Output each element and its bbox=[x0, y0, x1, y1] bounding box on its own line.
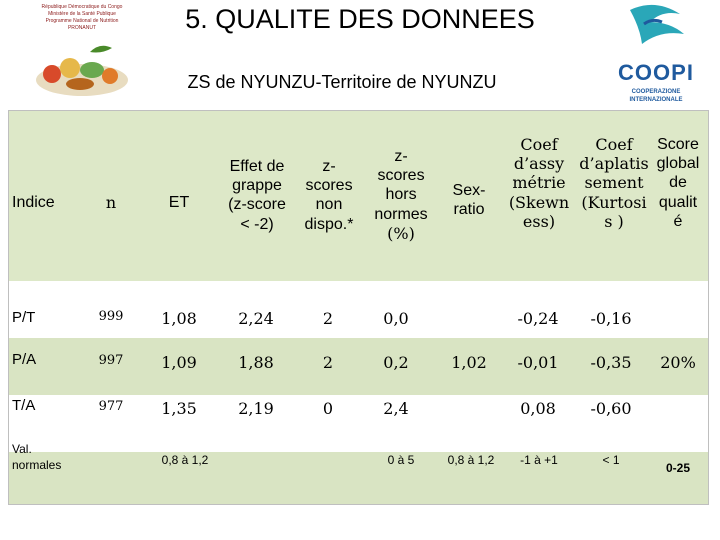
ministry-logo-text: République Démocratique du Congo Ministère de la Santé Publique Programme National de Nutrition PRONANUT bbox=[41, 4, 123, 31]
cell-score-global: 20% bbox=[660, 353, 696, 372]
header-indice: Indice bbox=[12, 194, 55, 211]
row-label: T/A bbox=[12, 397, 36, 414]
cell-n: 997 bbox=[98, 353, 124, 368]
cell-et: 1,35 bbox=[161, 399, 197, 418]
ministry-logo bbox=[16, 4, 148, 100]
cell-zdispo: 2 bbox=[322, 309, 334, 328]
cell-effet: 2,19 bbox=[238, 399, 274, 418]
header-sex-ratio: Sex- ratio bbox=[452, 182, 486, 219]
cell-zhors: 2,4 bbox=[383, 399, 409, 418]
cell-skew: -0,24 bbox=[517, 309, 559, 328]
cell-n: 977 bbox=[98, 399, 124, 414]
dove-icon bbox=[600, 0, 712, 62]
header-effet-grappe: Effet de grappe (z-score < -2) bbox=[228, 158, 286, 233]
row-label: P/T bbox=[12, 309, 36, 326]
cell-zdispo: 2 bbox=[322, 353, 334, 372]
header-z-hors-normes: z- scores hors normes (%) bbox=[374, 148, 428, 243]
header-z-non-dispo: z- scores non dispo.* bbox=[304, 158, 354, 233]
data-quality-table bbox=[8, 110, 709, 505]
page-subtitle: ZS de NYUNZU-Territoire de NYUNZU bbox=[187, 72, 497, 92]
cell-sex-normal: 0,8 à 1,2 bbox=[447, 453, 495, 467]
page-title: 5. QUALITE DES DONNEES bbox=[185, 4, 535, 34]
header-et: ET bbox=[168, 194, 190, 211]
food-basket-icon bbox=[30, 40, 134, 98]
cell-kurt-normal: < 1 bbox=[602, 453, 620, 467]
header-kurtosis: Coef d’aplatis sement (Kurtosi s ) bbox=[579, 135, 649, 231]
cell-kurt: -0,60 bbox=[590, 399, 632, 418]
cell-skew: 0,08 bbox=[520, 399, 556, 418]
cell-effet: 2,24 bbox=[238, 309, 274, 328]
header-score-global: Score global de qualit é bbox=[656, 136, 700, 230]
cell-skew: -0,01 bbox=[517, 353, 559, 372]
cell-score-normal: 0-25 bbox=[665, 461, 691, 475]
header-skewness: Coef d’assy métrie (Skewn ess) bbox=[508, 135, 570, 231]
cell-n: 999 bbox=[98, 309, 124, 324]
cell-zdispo: 0 bbox=[322, 399, 334, 418]
cell-sex-ratio: 1,02 bbox=[451, 353, 487, 372]
cell-zhors: 0,0 bbox=[383, 309, 409, 328]
cell-skew-normal: -1 à +1 bbox=[520, 453, 558, 467]
row-label: P/A bbox=[12, 351, 37, 368]
cell-kurt: -0,35 bbox=[590, 353, 632, 372]
cell-et: 1,09 bbox=[161, 353, 197, 372]
cell-kurt: -0,16 bbox=[590, 309, 632, 328]
header-n: n bbox=[105, 193, 117, 212]
coopi-logo: COOPI COOPERAZIONE INTERNAZIONALE bbox=[600, 0, 712, 112]
cell-et: 1,08 bbox=[161, 309, 197, 328]
row-label-normales: Val. normales bbox=[12, 442, 62, 472]
cell-et-normal: 0,8 à 1,2 bbox=[161, 453, 209, 467]
cell-zhors: 0,2 bbox=[383, 353, 409, 372]
cell-effet: 1,88 bbox=[238, 353, 274, 372]
cell-zhors-normal: 0 à 5 bbox=[387, 453, 415, 467]
